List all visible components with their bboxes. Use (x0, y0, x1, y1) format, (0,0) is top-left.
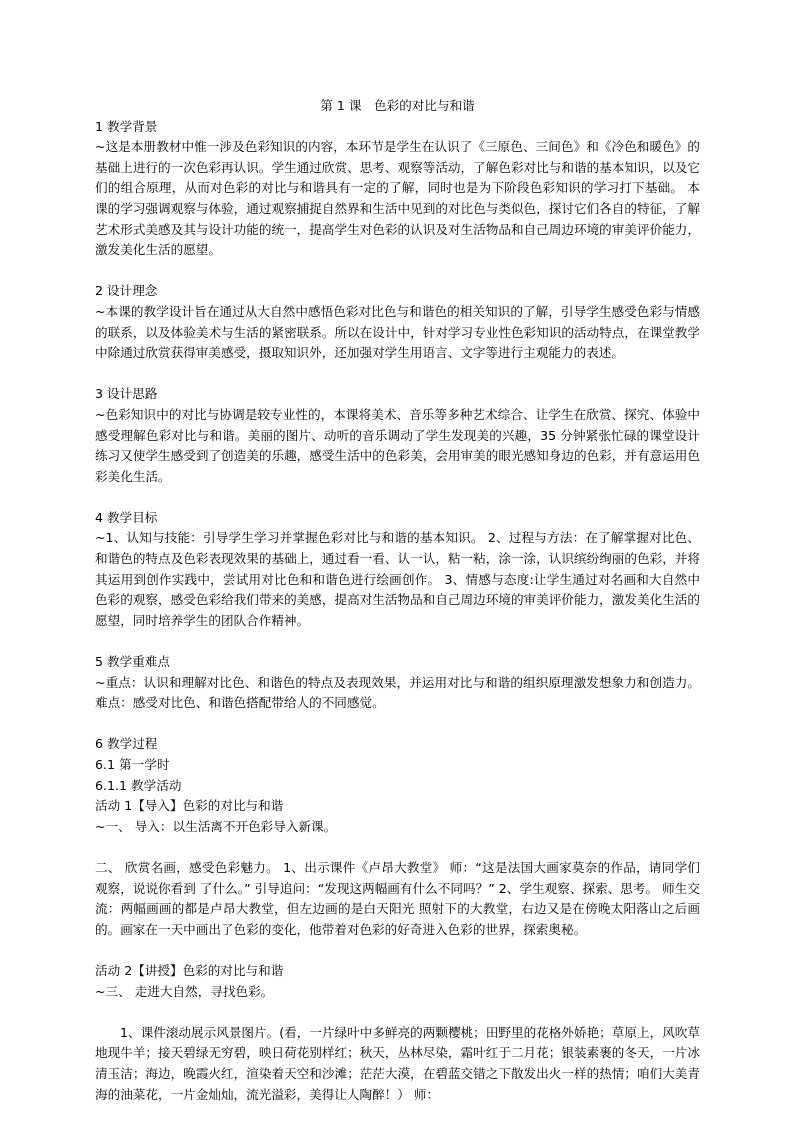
section-heading: 4 教学目标 (95, 509, 158, 525)
activity-line: ~三、 走进大自然，寻找色彩。 (95, 983, 274, 999)
section-heading: 6 教学过程 (95, 736, 158, 752)
section-body: ~重点：认识和理解对比色、和谐色的特点及表现效果，并运用对比与和谐的组织原理激发想象力和创造力。 难点：感受对比色、和谐色搭配带给人的不同感觉。 (95, 674, 700, 711)
spacer (95, 1002, 700, 1023)
section-body: ~色彩知识中的对比与协调是较专业性的，本课将美术、音乐等多种艺术综合、让学生在欣赏、探究、体验中感受理解色彩对比与和谐。美丽的图片、动听的音乐调动了学生发现美的兴趣，35 分钟紧张忙碌的课堂设计练习又使学生感受到了创造美的乐趣，感受生活中的色彩美，会用审美的眼光感知身边的色彩，并有意运用色彩美化生活。 (95, 406, 700, 484)
spacer (95, 364, 700, 385)
spacer (95, 837, 700, 858)
spacer (95, 261, 700, 282)
section-background (95, 117, 700, 261)
section-heading: 2 设计理念 (95, 283, 158, 299)
section-heading: 1 教学背景 (95, 118, 158, 134)
page-title: 第 1 课 色彩的对比与和谐 (320, 98, 475, 113)
section-heading: 3 设计思路 (95, 386, 158, 402)
spacer (95, 631, 700, 652)
section-teaching-goals (95, 508, 700, 632)
section-design-approach (95, 384, 700, 487)
section-body: ~本课的教学设计旨在通过从大自然中感悟色彩对比色与和谐色的相关知识的了解，引导学生感受色彩与情感的联系，以及体验美术与生活的紧密联系。所以在设计中，针对学习专业性色彩知识的活动特点，在课堂教学中除通过欣赏获得审美感受，摄取知识外，还加强对学生用语言、文字等进行主观能力的表述。 (95, 303, 700, 361)
paragraph: 1、课件滚动展示风景图片。(看，一片绿叶中多鲜亮的两颗樱桃；田野里的花格外娇艳；草原上，风吹草地现牛羊；接天碧绿无穷碧，映日荷花别样红；秋天，丛林尽染，霜叶红于二月花；银装素裹的冬天，一片冰清玉洁；海边，晚霞火红，渲染着天空和沙滩；茫茫大漠，在碧蓝交错之下散发出火一样的热情；咱们大美青海的油菜花，一片金灿灿，流光溢彩，美得让人陶醉！） 师： (95, 1024, 700, 1102)
section-body: ~1、认知与技能：引导学生学习并掌握色彩对比与和谐的基本知识。 2、过程与方法：在了解掌握对比色、和谐色的特点及色彩表现效果的基础上，通过看一看、认一认，粘一粘，涂一涂，认识缤纷绚丽的色彩，并将其运用到创作实践中，尝试用对比色和和谐色进行绘画创作。 3、情感与态度:让学生通过对名画和大自然中色彩的观察，感受色彩给我们带来的美感，提高对生活物品和自己周边环境的审美评价能力，激发美化生活的愿望，同时培养学生的团队合作精神。 (95, 530, 700, 628)
spacer (95, 940, 700, 961)
section-teaching-process (95, 734, 700, 1105)
section-key-points (95, 652, 700, 714)
activity-line: ~一、 导入：以生活离不开色彩导入新课。 (95, 818, 337, 834)
spacer (95, 487, 700, 508)
document-page (95, 96, 700, 1105)
activity-title: 活动 1【导入】色彩的对比与和谐 (95, 798, 284, 814)
section-heading: 5 教学重难点 (95, 654, 170, 670)
activity-title: 活动 2【讲授】色彩的对比与和谐 (95, 962, 284, 978)
section-body: ~这是本册教材中惟一涉及色彩知识的内容，本环节是学生在认识了《三原色、三间色》和《冷色和暖色》的基础上进行的一次色彩再认识。学生通过欣赏、思考、观察等活动，了解色彩对比与和谐的基本知识，以及它们的组合原理，从而对色彩的对比与和谐具有一定的了解，同时也是为下阶段色彩知识的学习打下基础。 本课的学习强调观察与体验，通过观察捕捉自然界和生活中见到的对比色与类似色，探讨它们各自的特征，了解艺术形式美感及其与设计功能的统一，提高学生对色彩的认识及对生活物品和自己周边环境的审美评价能力，激发美化生活的愿望。 (95, 139, 700, 258)
spacer (95, 714, 700, 735)
subsection-heading: 6.1.1 教学活动 (95, 777, 182, 793)
section-design-concept (95, 281, 700, 363)
subsection-heading: 6.1 第一学时 (95, 757, 170, 772)
paragraph: 二、 欣赏名画，感受色彩魅力。 1、出示课件《卢昂大教堂》 师：“这是法国大画家莫奈的作品，请同学们观察，说说你看到 了什么。” 引导追问：“发现这两幅画有什么不同吗？” 2、学生观察、探索、思考。 师生交流：两幅画画的都是卢昂大教堂，但左边画的是白天阳光 照射下的大教堂，右边又是在傍晚太阳落山之后画的。画家在一天中画出了色彩的变化，他带着对色彩的好奇进入色彩的世界，探索奥秘。 (95, 859, 700, 937)
